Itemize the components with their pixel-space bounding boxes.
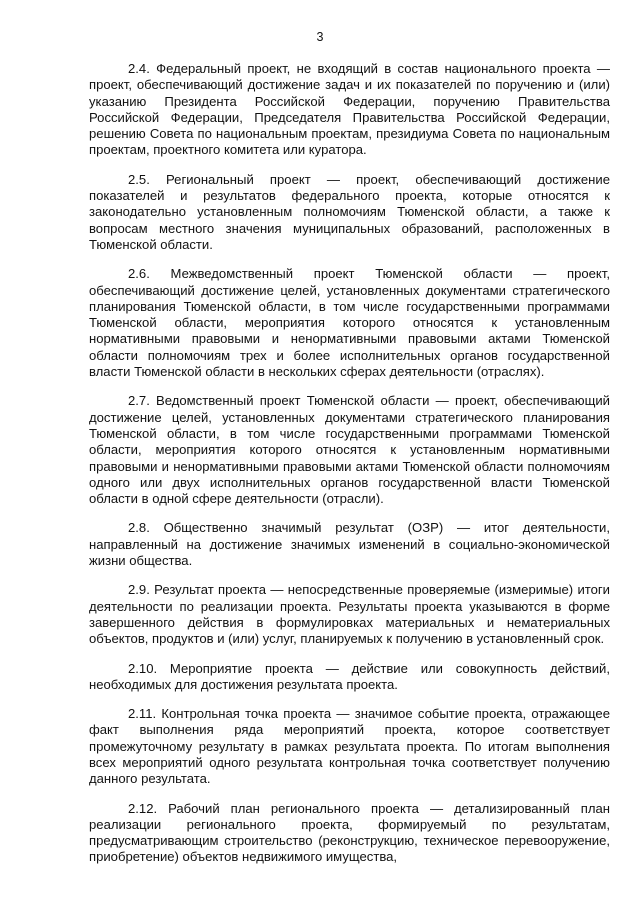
paragraph-2-6: 2.6. Межведомственный проект Тюменской области — проект, обеспечивающий достижение целей, установленных документами стратегического планирования Тюменской области, в том числе государственными программами Тюменской области, мероприятия которого относятся к установленным нормативными правовыми и ненормативными правовыми актами Тюменской области полномочиям трех и более исполнительных органов государственной власти Тюменской области в нескольких сферах деятельности (отраслях). (89, 266, 610, 380)
paragraph-2-7: 2.7. Ведомственный проект Тюменской области — проект, обеспечивающий достижение целей, установленных документами стратегического планирования Тюменской области, в том числе государственными программами Тюменской области, мероприятия которого относятся к установленным нормативными правовыми и ненормативными правовыми актами Тюменской области полномочиям одного или двух исполнительных органов государственной власти Тюменской области в одной сфере деятельности (отрасли). (89, 393, 610, 507)
paragraph-2-12: 2.12. Рабочий план регионального проекта — детализированный план реализации регионального проекта, формируемый по результатам, предусматривающим строительство (реконструкцию, техническое перевооружение, приобретение) объектов недвижимого имущества, (89, 800, 610, 865)
document-body (89, 61, 610, 879)
paragraph-2-5: 2.5. Региональный проект — проект, обеспечивающий достижение показателей и результатов федерального проекта, которые относятся к законодательно установленным полномочиям Тюменской области, а также к вопросам местного значения муниципальных образований, расположенных в Тюменской области. (89, 171, 610, 252)
paragraph-2-10: 2.10. Мероприятие проекта — действие или совокупность действий, необходимых для достижения результата проекта. (89, 660, 610, 692)
paragraph-2-8: 2.8. Общественно значимый результат (ОЗР) — итог деятельности, направленный на достижение значимых изменений в социально-экономической жизни общества. (89, 520, 610, 569)
paragraph-2-4: 2.4. Федеральный проект, не входящий в состав национального проекта — проект, обеспечивающий достижение задач и их показателей по поручению и (или) указанию Президента Российской Федерации, поручению Правительства Российской Федерации, Председателя Правительства Российской Федерации, решению Совета по национальным проектам, президиума Совета по национальным проектам, проектного комитета или куратора. (89, 61, 610, 158)
paragraph-2-9: 2.9. Результат проекта — непосредственные проверяемые (измеримые) итоги деятельности по реализации проекта. Результаты проекта указываются в форме завершенного действия в формулировках материальных и нематериальных объектов, продуктов и (или) услуг, планируемых к получению в установленный срок. (89, 582, 610, 647)
page-number: 3 (316, 30, 324, 44)
paragraph-2-11: 2.11. Контрольная точка проекта — значимое событие проекта, отражающее факт выполнения ряда мероприятий проекта, которое соответствует промежуточному результату в рамках результата проекта. По итогам выполнения всех мероприятий одного результата контрольная точка соответствует получению данного результата. (89, 706, 610, 787)
